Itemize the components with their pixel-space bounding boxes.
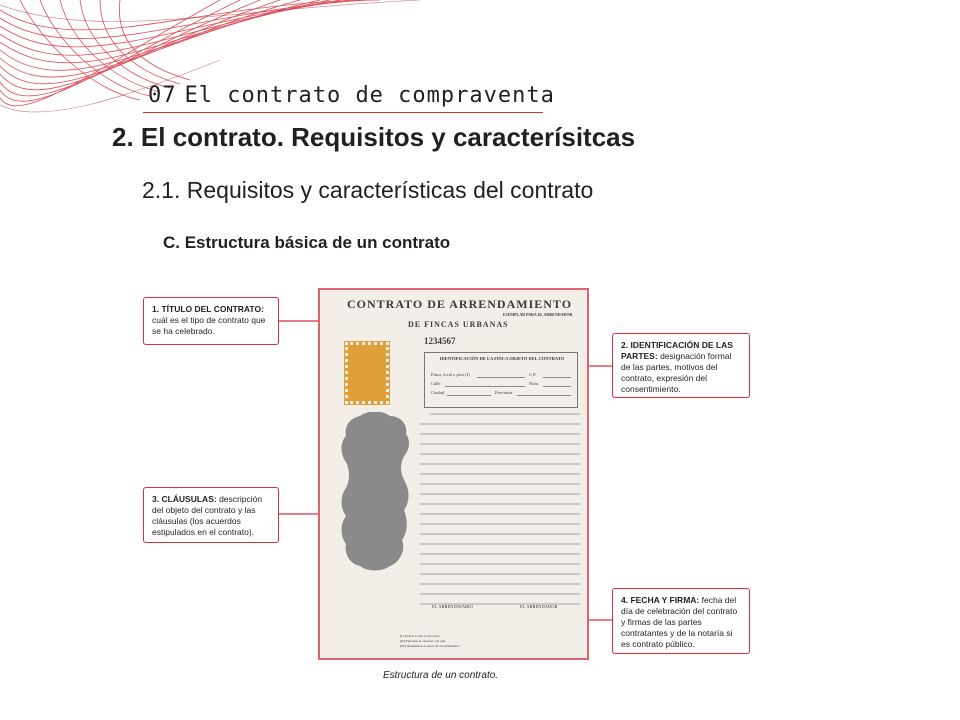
callout-text: cuál es el tipo de contrato que se ha celebrado. (152, 315, 266, 336)
subsubsection-title: C. Estructura básica de un contrato (163, 233, 451, 252)
callout-clauses (143, 487, 279, 543)
field-label-calle: Calle (431, 381, 441, 386)
footnote-2: (II) Expresar el carácter con qué (400, 639, 446, 643)
chapter-number: 07 (148, 83, 177, 108)
field-label-ciudad: Ciudad (431, 390, 444, 395)
stamp-icon (345, 342, 389, 404)
signature-arrendador: EL ARRENDADOR (520, 604, 558, 609)
contract-document-image (318, 288, 589, 660)
redacted-area-shape (338, 412, 412, 572)
section-title: 2. El contrato. Requisitos y caracterísitcas (112, 122, 636, 152)
document-number: 1234567 (424, 336, 456, 346)
callout-text: designación formal de las partes, motivos del contrato, expresión del consentimiento. (621, 351, 732, 394)
document-footnotes (400, 634, 460, 649)
field-label-cp: C.P. (529, 372, 537, 377)
document-title: CONTRATO DE ARRENDAMIENTO (347, 297, 573, 311)
field-label-provincia: Provincia (495, 390, 513, 395)
callout-label: 1. TÍTULO DEL CONTRATO: (152, 304, 264, 314)
footnote-1: (I) Tachar lo que no proceda (400, 634, 440, 638)
chapter-title: El contrato de compraventa (184, 83, 555, 108)
callout-text: fecha del día de celebración del contrato y firmas de las partes contratantes y de la notaría si es contrato público. (621, 595, 738, 649)
callout-text: descripción del objeto del contrato y las cláusulas (los acuerdos estipulados en el contrato). (152, 494, 263, 537)
callout-label: 2. IDENTIFICACIÓN DE LAS PARTES: (621, 340, 733, 361)
property-box-title: IDENTIFICACIÓN DE LA FINCA OBJETO DEL CONTRATO (439, 356, 565, 361)
callout-parties-identification (612, 333, 750, 398)
footnote-3: (III) Determinar el plazo de arrendamiento (400, 644, 460, 648)
callout-label: 3. CLÁUSULAS: (152, 494, 217, 504)
subsection-title: 2.1. Requisitos y características del contrato (142, 177, 594, 203)
contract-body-lines (420, 408, 582, 608)
signature-arrendatario: EL ARRENDATARIO (432, 604, 473, 609)
callout-date-signature (612, 588, 750, 654)
field-label-num: Núm. (529, 381, 540, 386)
callout-contract-title (143, 297, 279, 345)
field-label-finca: Finca, local o piso (I) (431, 372, 470, 377)
document-subtitle: DE FINCAS URBANAS (408, 320, 509, 329)
callout-label: 4. FECHA Y FIRMA: (621, 595, 700, 605)
document-copy-label: EJEMPLAR PARA EL ARRENDADOR (503, 312, 573, 317)
figure-caption: Estructura de un contrato. (383, 670, 499, 681)
property-identification-box (424, 352, 578, 408)
